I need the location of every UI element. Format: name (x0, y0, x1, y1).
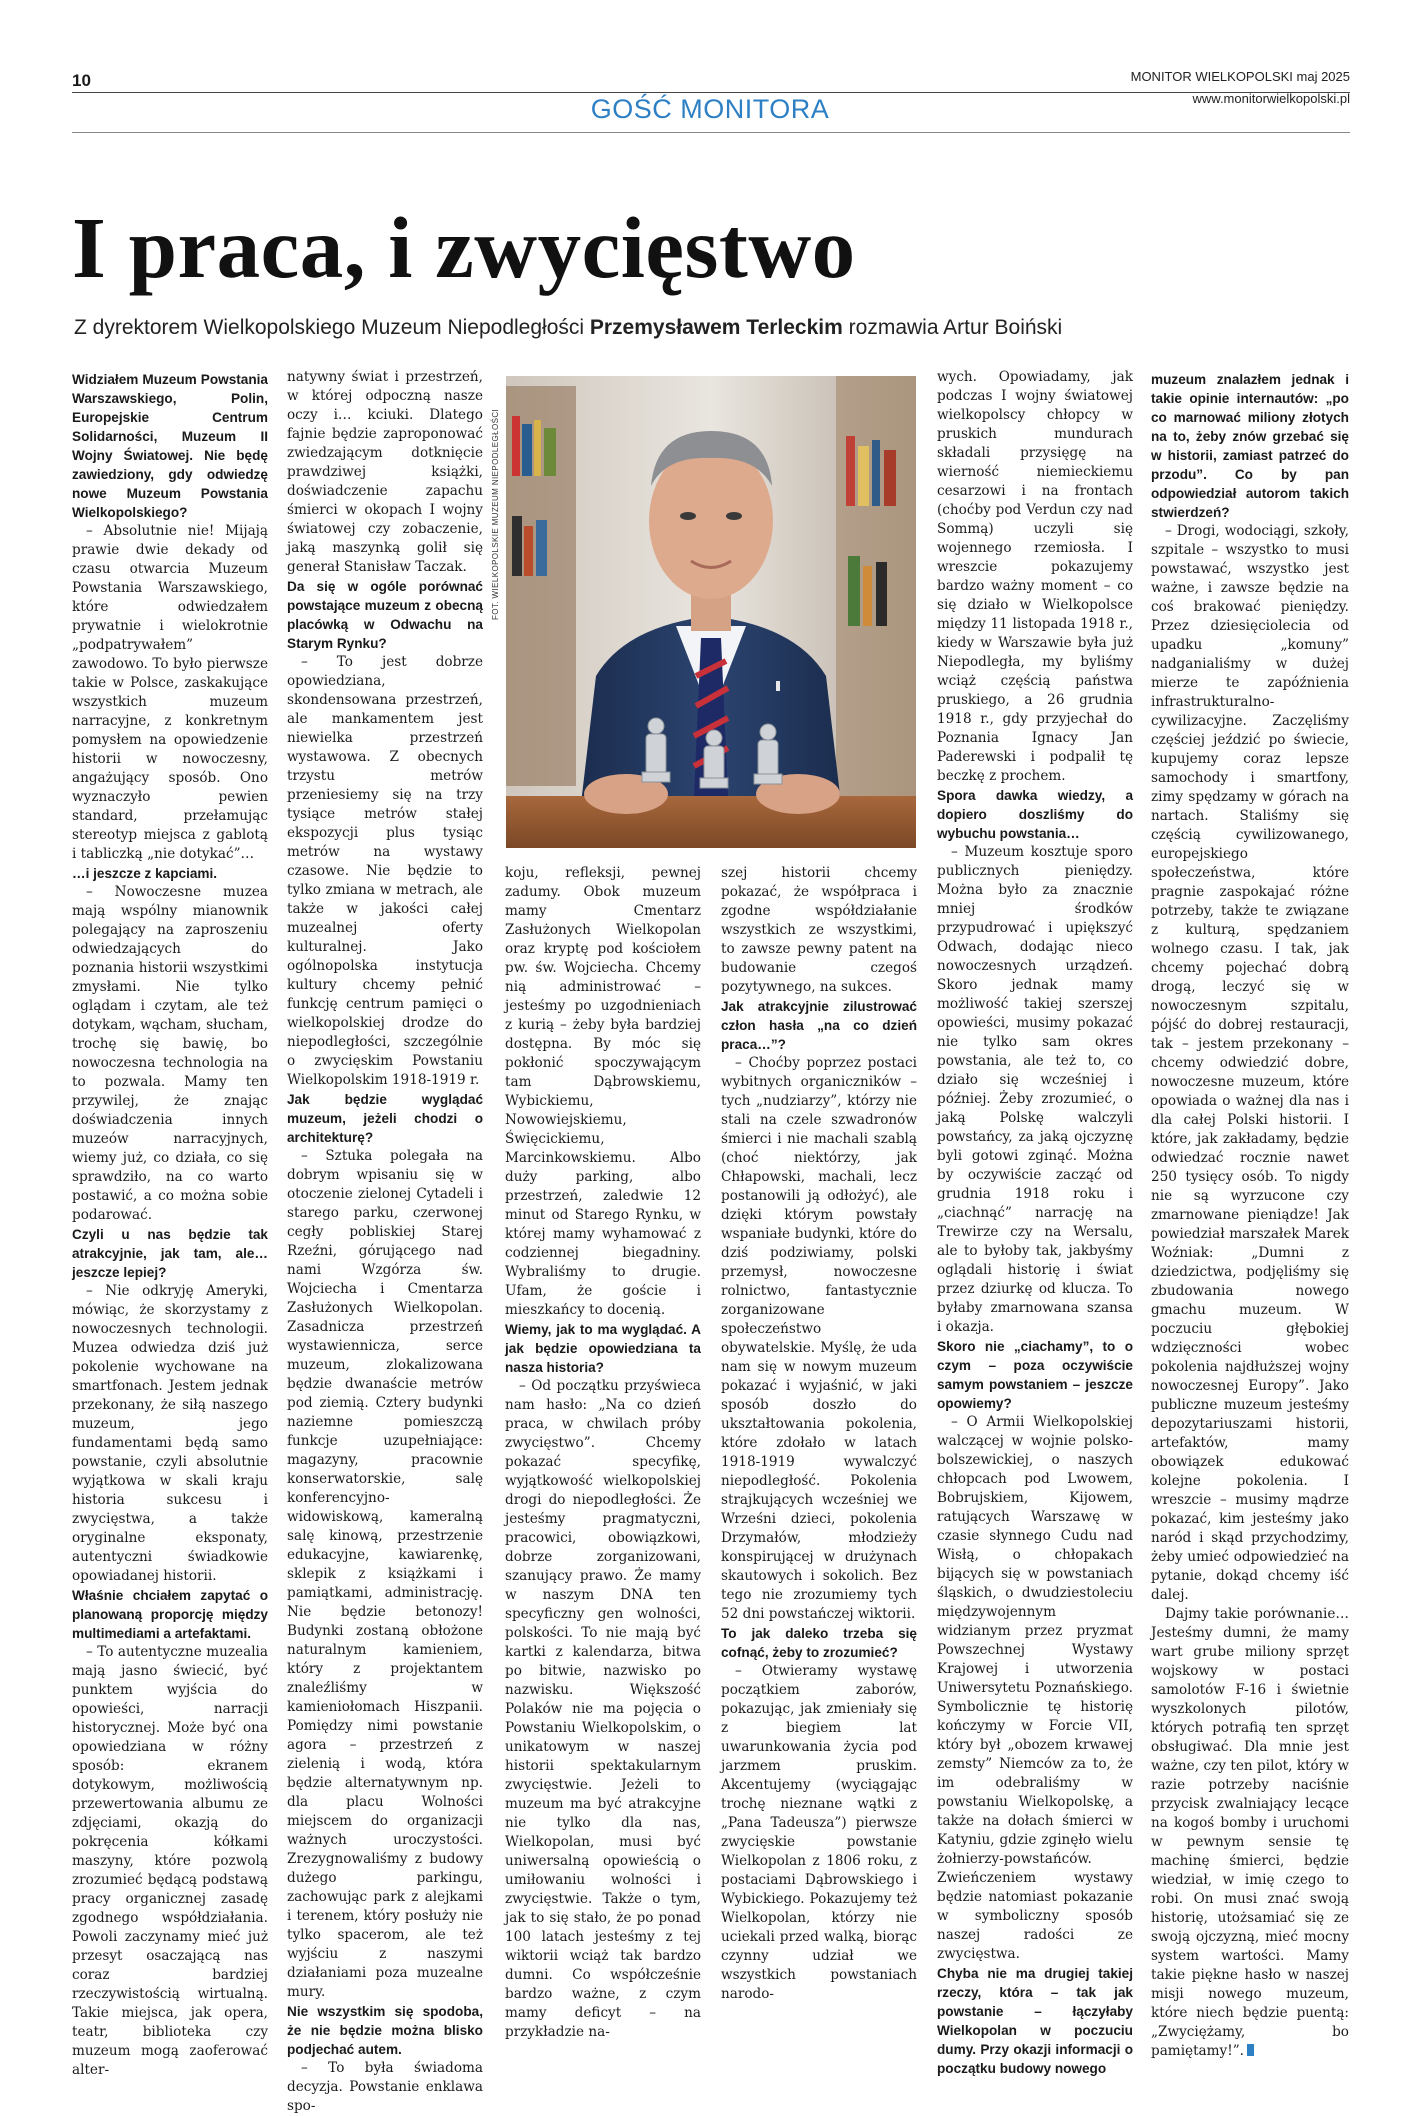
header-rule (72, 92, 1350, 93)
interview-question: Jak będzie wyglądać muzeum, jeżeli chodzi o architekturę? (287, 1092, 483, 1145)
interview-question: Nie wszystkim się spodoba, że nie będzie można blisko podjechać autem. (287, 2004, 483, 2057)
interview-question: Czyli u nas będzie tak atrakcyjnie, jak tam, ale… jeszcze lepiej? (72, 1227, 268, 1280)
interview-answer: – Choćby poprzez postaci wybitnych organiczników – tych „nudziarzy”, którzy nie stali na czele szwadronów śmierci i nie machali szablą (choć niektórzy, jak Chłapowski, machali, lecz postanowili ją odłożyć), ale dzięki którym powstały wspaniałe budynki, które do dziś podziwiamy, polski przemysł, nowoczesne rolnictwo, fantastycznie zorganizowane społeczeństwo obywatelskie. Myślę, że uda nam się w nowym muzeum pokazać i wyjaśnić, w jaki sposób doszło do ukształtowania pokolenia, które zdołało w latach 1918-1919 wywalczyć niepodległość. Pokolenia strajkujących wcześniej we Wrześni dzieci, pokolenia Drzymałów, młodzieży konspirującej w drużynach skautowych i sokolich. Bez tego nie zrozumiemy tych 52 dni powstańczej wiktorii. (721, 1055, 917, 1622)
section-label: GOŚĆ MONITORA (590, 94, 830, 124)
interview-question: Skoro nie „ciachamy”, to o czym – poza oczywiście samym powstaniem – jeszcze opowiemy? (937, 1339, 1133, 1411)
interview-question: Jak atrakcyjnie zilustrować człon hasła „na co dzień praca…”? (721, 999, 917, 1052)
interview-answer: – Nie odkryję Ameryki, mówiąc, że skorzystamy z nowoczesnych technologii. Muzea odwiedza dziś już pokolenie wychowane na smartfonach. Jestem jednak przekonany, że siłą naszego muzeum, jego fundamentami będą samo powstanie, czyli absolutnie wyjątkowa w skali kraju historia sukcesu i zwycięstwa, a także oryginalne eksponaty, autentyczni świadkowie opowiadanej historii. (72, 1283, 268, 1584)
director-portrait-photo (506, 376, 916, 848)
interview-answer: – Od początku przyświeca nam hasło: „Na co dzień praca, w chwilach próby zwycięstwo”. Chcemy pokazać specyfikę, wyjątkowość wielkopolskiej drogi do niepodległości. Że jesteśmy pragmatyczni, pracowici, obowiązkowi, dobrze zorganizowani, szanujący prawo. Że mamy w naszym DNA ten specyficzny gen wolności, polskości. To nie mają być kartki z kalendarza, bitwa po bitwie, nazwisko po nazwisku. Większość Polaków nie ma pojęcia o Powstaniu Wielkopolskim, o unikatowym w naszej historii spektakularnym zwycięstwie. Jeżeli to muzeum ma być atrakcyjne nie tylko dla nas, Wielkopolan, musi być uniwersalną opowieścią o umiłowaniu wolności i zwycięstwie. Także o tym, jak to się stało, że po ponad 100 latach jesteśmy z tej wiktorii wciąż tak bardzo dumni. Co współcześnie bardzo ważne, z czym mamy deficyt – na przykładzie na- (505, 1378, 701, 2040)
article-column-4 (721, 864, 917, 2004)
interview-question: Spora dawka wiedzy, a dopiero doszliśmy do wybuchu powstania… (937, 788, 1133, 841)
interview-answer: – Drogi, wodociągi, szkoły, szpitale – wszystko to musi powstawać, wszystko jest ważne, i zawsze będzie na coś brakować pieniędzy. Przez dziesięciolecia od upadku „komuny” nadganialiśmy w dużej mierze te zapóźnienia infrastrukturalno-cywilizacyjne. Zaczęliśmy częściej jeździć po świecie, kupujemy coraz lepsze samochody i smartfony, zimy spędzamy w górach na nartach. Staliśmy się częścią cywilizowanego, europejskiego społeczeństwa, które pragnie zaspokajać różne potrzeby, także te związane z kulturą, spędzaniem wolnego czasu. I tak, jak chcemy pojechać dobrą drogą, leczyć się w nowoczesnym szpitalu, pójść do dobrej restauracji, tak – jestem przekonany – chcemy odwiedzić dobre, nowoczesne muzeum, które opowiada o ważnej dla nas i dla całej Polski historii. I które, jak zakładamy, będzie odwiedzać rocznie nawet 250 tysięcy osób. To nigdy nie są wyrzucone czy zmarnowane pieniądze! Jak powiedział marszałek Marek Woźniak: „Dumni z dziedzictwa, podjęliśmy się zbudowania nowego gmachu muzeum. W poczuciu głębokiej wdzięczności wobec pokolenia najdłuższej wojny nowoczesnej Europy”. Jako publiczne muzeum jesteśmy depozytariuszami historii, artefaktów, mamy obowiązek edukować kolejne pokolenia. I wreszcie – musimy mądrze pokazać, kim jesteśmy jako naród i skąd przychodzimy, żeby umieć odpowiedzieć na pytanie, dokąd chcemy iść dalej. (1151, 523, 1349, 1603)
end-of-article-icon (1247, 2044, 1254, 2056)
interview-answer: Dajmy takie porównanie… Jesteśmy dumni, że mamy wart grube miliony sprzęt wojskowy w postaci samolotów F-16 i świetnie wyszkolonych pilotów, których potrafią ten sprzęt obsługiwać. Dla mnie jest ważne, czy ten pilot, który w razie potrzeby naciśnie przycisk zwalniający lecące na kogoś bomby i uruchomi w pewnym sensie tę machinę śmierci, będzie wiedział, w imię czego to robi. On musi znać swoją historię, utożsamiać się ze swoją ojczyzną, mieć mocny system wartości. Mamy takie piękne hasło w naszej misji nowego muzeum, które niech będzie puentą: „Zwyciężamy, bo pamiętamy!”. (1151, 1606, 1349, 2059)
interview-answer: – Sztuka polegała na dobrym wpisaniu się w otoczenie zielonej Cytadeli i starego parku, czerwonej cegły pobliskiej Starej Rzeźni, górującego nad nami Wzgórza św. Wojciecha i Cmentarza Zasłużonych Wielkopolan. Zasadnicza przestrzeń wystawiennicza, serce muzeum, zlokalizowana będzie dwanaście metrów pod ziemią. Cztery budynki naziemne pomieszczą funkcje uzupełniające: magazyny, pracownie konserwatorskie, salę konferencyjno-widowiskową, kameralną salę kinową, przestrzenie edukacyjne, kawiarenkę, sklepik z książkami i pamiątkami, administrację. Nie będzie betonozy! Budynki zostaną obłożone naturalnym kamieniem, który z projektantem znaleźliśmy w kamieniołomach Hiszpanii. Pomiędzy nimi powstanie agora – przestrzeń z zielenią i wodą, która będzie alternatywnym np. dla placu Wolności miejscem do organizacji ważnych uroczystości. Zrezygnowaliśmy z budowy dużego parkingu, zachowując park z alejkami i terenem, który posłuży nie tylko spacerom, ale też wyjściu z naszymi działaniami poza muzealne mury. (287, 1148, 483, 2000)
interview-question: muzeum znalazłem jednak i takie opinie internautów: „po co marnować miliony złotych na to, żeby znów grzebać się w historii, zamiast patrzeć do przodu”. Co by pan odpowiedział autorom takich stwierdzeń? (1151, 372, 1349, 520)
photo-credit: FOT. WIELKOPOLSKIE MUZEUM NIEPODLEGŁOŚCI (491, 408, 500, 620)
interview-answer: natywny świat i przestrzeń, w której odpoczną nasze oczy i… kciuki. Dlatego fajnie będzie zaproponować zwiedzającym dotknięcie prawdziwej książki, doświadczenie zapachu śmierci w okopach I wojny światowej czy zobaczenie, jaką maszynką golił się generał Stanisław Taczak. (287, 369, 483, 575)
subtitle-intro: Z dyrektorem Wielkopolskiego Muzeum Niepodległości (74, 316, 590, 339)
interview-answer: – O Armii Wielkopolskiej walczącej w wojnie polsko-bolszewickiej, o naszych chłopcach pod Lwowem, Bobrujskiem, Kijowem, ratujących Warszawę w czasie słynnego Cudu nad Wisłą, o chłopakach bijących się w powstaniach śląskich, o dwudziestoleciu międzywojennym widzianym przez pryzmat Powszechnej Wystawy Krajowej i utworzenia Uniwersytetu Poznańskiego. Symbolicznie tę historię kończymy w Forcie VII, który był „obozem krwawej zemsty” Niemców za to, że im odebraliśmy w powstaniu Wielkopolskę, a także na dołach śmierci w Katyniu, gdzie zginęło wielu żołnierzy-powstańców. Zwieńczeniem wystawy będzie natomiast pokazanie w symboliczny sposób naszej radości ze zwycięstwa. (937, 1414, 1133, 1962)
page-number: 10 (72, 71, 91, 90)
interview-answer: – Absolutnie nie! Mijają prawie dwie dekady od czasu otwarcia Muzeum Powstania Warszawskiego, które odwiedzałem prywatnie i wielokrotnie „podpatrywałem” zawodowo. To było pierwsze takie w Polsce, zaskakujące wszystkich muzeum narracyjne, z konkretnym pomysłem na opowiedzenie historii w nowoczesny, angażujący sposób. Ono wyznaczyło pewien standard, przełamując stereotyp miejsca z gablotą i tabliczką „nie dotykać”… (72, 523, 268, 862)
interview-answer: – To była świadoma decyzja. Powstanie enklawa spo- (287, 2060, 483, 2114)
interview-answer: koju, refleksji, pewnej zadumy. Obok muzeum mamy Cmentarz Zasłużonych Wielkopolan oraz kryptę pod kościołem pw. św. Wojciecha. Chcemy nią administrować – jesteśmy po uzgodnieniach z kurią – żeby była bardziej dostępna. By móc się pokłonić spoczywającym tam Dąbrowskiemu, Wybickiemu, Nowowiejskiemu, Święcickiemu, Marcinkowskiemu. Albo duży parking, albo przestrzeń, zaledwie 12 minut od Starego Rynku, w której mamy wyhamować z codziennej biegadniny. Wybraliśmy to drugie. Ufam, że goście i mieszkańcy to docenią. (505, 865, 701, 1318)
subtitle-interviewee: Przemysławem Terleckim (589, 316, 843, 339)
interview-answer: – To jest dobrze opowiedziana, skondensowana przestrzeń, ale mankamentem jest niewielka przestrzeń wystawowa. Z obecnych trzystu metrów przeniesiemy się na trzy tysiące metrów stałej ekspozycji plus tysiąc metrów na wystawy czasowe. Nie będzie to tylko zmiana w metrach, ale także w jakości całej muzealnej oferty kulturalnej. Jako ogólnopolska instytucja kultury chcemy pełnić funkcję centrum pamięci o wielkopolskiej drodze do niepodległości, szczególnie o zwycięskim Powstaniu Wielkopolskim 1918-1919 r. (287, 654, 483, 1088)
interview-answer: szej historii chcemy pokazać, że współpraca i zgodne współdziałanie wszystkich ze wszystkimi, to zawsze pewny patent na budowanie czegoś pozytywnego, na sukces. (721, 865, 917, 995)
article-column-5 (937, 368, 1133, 2078)
interview-answer: – To autentyczne muzealia mają jasno świecić, być punktem wyjścia do opowieści, narracji historycznej. Może być ona opowiedziana w różny sposób: ekranem dotykowym, możliwością przewertowania albumu ze zdjęciami, okazją do pokręcenia kółkami maszyny, które pozwolą zrozumieć będącą podstawą pracy organicznej zasadę zgodnego współdziałania. Powoli zaczynamy mieć już przesyt osaczającą nas coraz bardziej rzeczywistością wirtualną. Takie miejsca, jak opera, teatr, biblioteka czy muzeum mogą zaoferować alter- (72, 1644, 268, 2078)
website-link[interactable]: www.monitorwielkopolski.pl (1192, 91, 1350, 106)
section-rule (72, 132, 1350, 133)
portrait-photo-icon (506, 376, 916, 848)
article-subtitle (74, 316, 1062, 340)
article-column-6 (1151, 370, 1349, 2061)
interview-question: Da się w ogóle porównać powstające muzeum z obecną placówką w Odwachu na Starym Rynku? (287, 579, 483, 651)
interview-answer: wych. Opowiadamy, jak podczas I wojny światowej wielkopolscy chłopcy w pruskich mundurach składali przysięgę na wierność niemieckiemu cesarzowi i na frontach (choćby pod Verdun czy nad Sommą) uczyli się wojennego rzemiosła. I wreszcie pokazujemy bardzo ważny moment – co się działo w Wielkopolsce między 11 listopada 1918 r., kiedy w Warszawie była już Niepodległa, my byliśmy wciąż częścią państwa pruskiego, a 26 grudnia 1918 r., gdy przyjechał do Poznania Ignacy Jan Paderewski i podpalił tę beczkę z prochem. (937, 369, 1133, 784)
publication-name: MONITOR WIELKOPOLSKI maj 2025 (1130, 69, 1350, 84)
interview-answer: – Muzeum kosztuje sporo publicznych pieniędzy. Można było za znacznie mniej środków przypudrować i upiększyć Odwach, dodając nieco nowoczesnych urządzeń. Skoro jednak mamy możliwość takiej szerszej opowieści, musimy pokazać nie tylko sam okres powstania, ale też to, co działo się wcześniej i później. Żeby zrozumieć, o jaką Polskę walczyli powstańcy, za jaką ojczyznę byli gotowi zginąć. Można by oczywiście zacząć od grudnia 1918 roku i „ciachnąć” narrację na Trewirze czy na Wersalu, ale to byłoby tak, jakbyśmy oglądali historię i świat przez dziurkę od klucza. To byłaby zmarnowana szansa i okazja. (937, 844, 1133, 1335)
interview-question: Wiemy, jak to ma wyglądać. A jak będzie opowiedziana ta nasza historia? (505, 1322, 701, 1375)
interview-question: Właśnie chciałem zapytać o planowaną proporcję między multimediami a artefaktami. (72, 1588, 268, 1641)
interview-answer: – Otwieramy wystawę początkiem zaborów, pokazując, jak zmieniały się z biegiem lat uwarunkowania życia pod jarzmem pruskim. Akcentujemy (wyciągając trochę nieznane wątki z „Pana Tadeusza”) pierwsze zwycięskie powstanie Wielkopolan z 1806 roku, z postaciami Dąbrowskiego i Wybickiego. Pokazujemy też Wielkopolan, którzy nie uciekali przed walką, biorąc czynny udział we wszystkich powstaniach narodo- (721, 1663, 917, 2002)
interview-answer: – Nowoczesne muzea mają wspólny mianownik polegający na zaproszeniu odwiedzających do poznania historii wszystkimi zmysłami. Nie tylko oglądam i czytam, ale też dotykam, wącham, słucham, trochę się bawię, bo nowoczesna technologia na to pozwala. Mamy ten przywilej, że znając doświadczenia innych muzeów narracyjnych, wiemy już, co działa, co się sprawdziło, na co warto postawić, a co można sobie podarować. (72, 884, 268, 1223)
article-column-2 (287, 368, 483, 2116)
interview-question: Widziałem Muzeum Powstania Warszawskiego, Polin, Europejskie Centrum Solidarności, Muzeum II Wojny Światowej. Nie będę zawiedziony, gdy odwiedzę nowe Muzeum Powstania Wielkopolskiego? (72, 372, 268, 520)
subtitle-author: rozmawia Artur Boiński (842, 316, 1063, 339)
interview-question: Chyba nie ma drugiej takiej rzeczy, która – tak jak powstanie – łączyłaby Wielkopolan w poczuciu dumy. Przy okazji informacji o początku budowy nowego (937, 1966, 1133, 2076)
article-column-3 (505, 864, 701, 2042)
article-title: I praca, i zwycięstwo (72, 199, 856, 296)
interview-question: To jak daleko trzeba się cofnąć, żeby to zrozumieć? (721, 1626, 917, 1660)
interview-question: …i jeszcze z kapciami. (72, 866, 218, 881)
article-column-1 (72, 370, 268, 2080)
